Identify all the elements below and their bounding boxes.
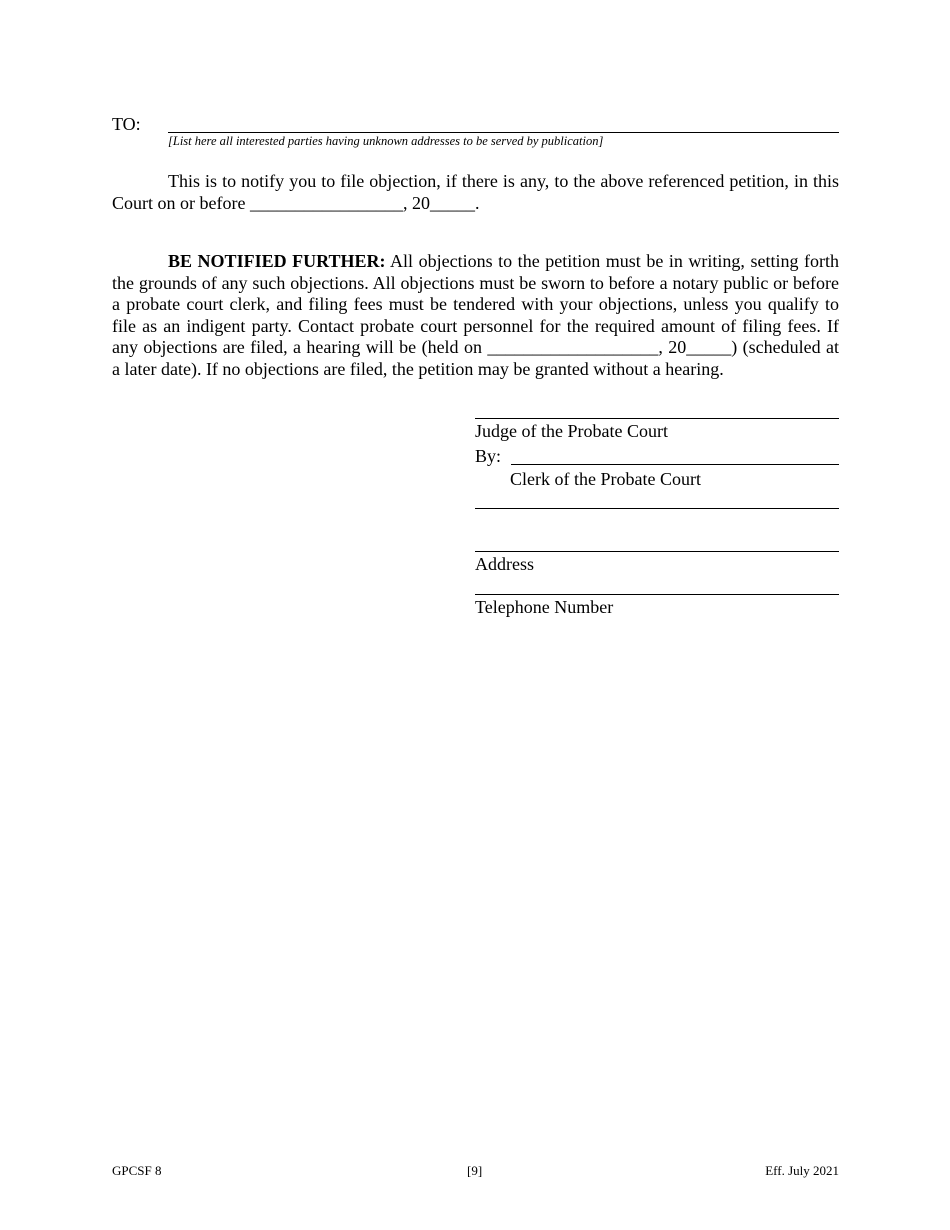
be-notified-paragraph xyxy=(112,251,839,380)
clerk-label: Clerk of the Probate Court xyxy=(510,469,701,489)
footer-form-id: GPCSF 8 xyxy=(112,1163,162,1178)
judge-signature-line[interactable] xyxy=(475,418,839,419)
telephone-label: Telephone Number xyxy=(475,597,614,617)
blank-line-1[interactable] xyxy=(475,508,839,509)
footer-page-number: [9] xyxy=(467,1163,483,1178)
telephone-line[interactable] xyxy=(475,594,839,595)
notice-paragraph: This is to notify you to file objection, if there is any, to the above referenced petition, in this Court on or before _________________, 20_____. xyxy=(112,171,839,213)
clerk-signature-line[interactable] xyxy=(511,464,839,465)
address-label: Address xyxy=(475,554,534,574)
to-label: TO: xyxy=(112,114,141,134)
address-line[interactable] xyxy=(475,551,839,552)
judge-label: Judge of the Probate Court xyxy=(475,421,668,441)
to-instruction-note: [List here all interested parties having unknown addresses to be served by publication] xyxy=(168,134,604,148)
to-row xyxy=(112,113,839,135)
be-notified-text: All objections to the petition must be in writing, setting forth the grounds of any such objections. All objections must be sworn to before a notary public or before a probate court clerk, and filing fees must be tendered with your objections, unless you qualify to file as an indigent party. Contact probate court personnel for the required amount of filing fees. If any objections are filed, a hearing will be (held on ___________________, 20_____) (scheduled at a later date). If no objections are filed, the petition may be granted without a hearing. xyxy=(112,251,839,379)
be-notified-heading: BE NOTIFIED FURTHER: xyxy=(168,251,386,271)
clerk-by-row xyxy=(475,445,839,467)
by-label: By: xyxy=(475,446,502,466)
footer-effective-date: Eff. July 2021 xyxy=(765,1163,839,1178)
